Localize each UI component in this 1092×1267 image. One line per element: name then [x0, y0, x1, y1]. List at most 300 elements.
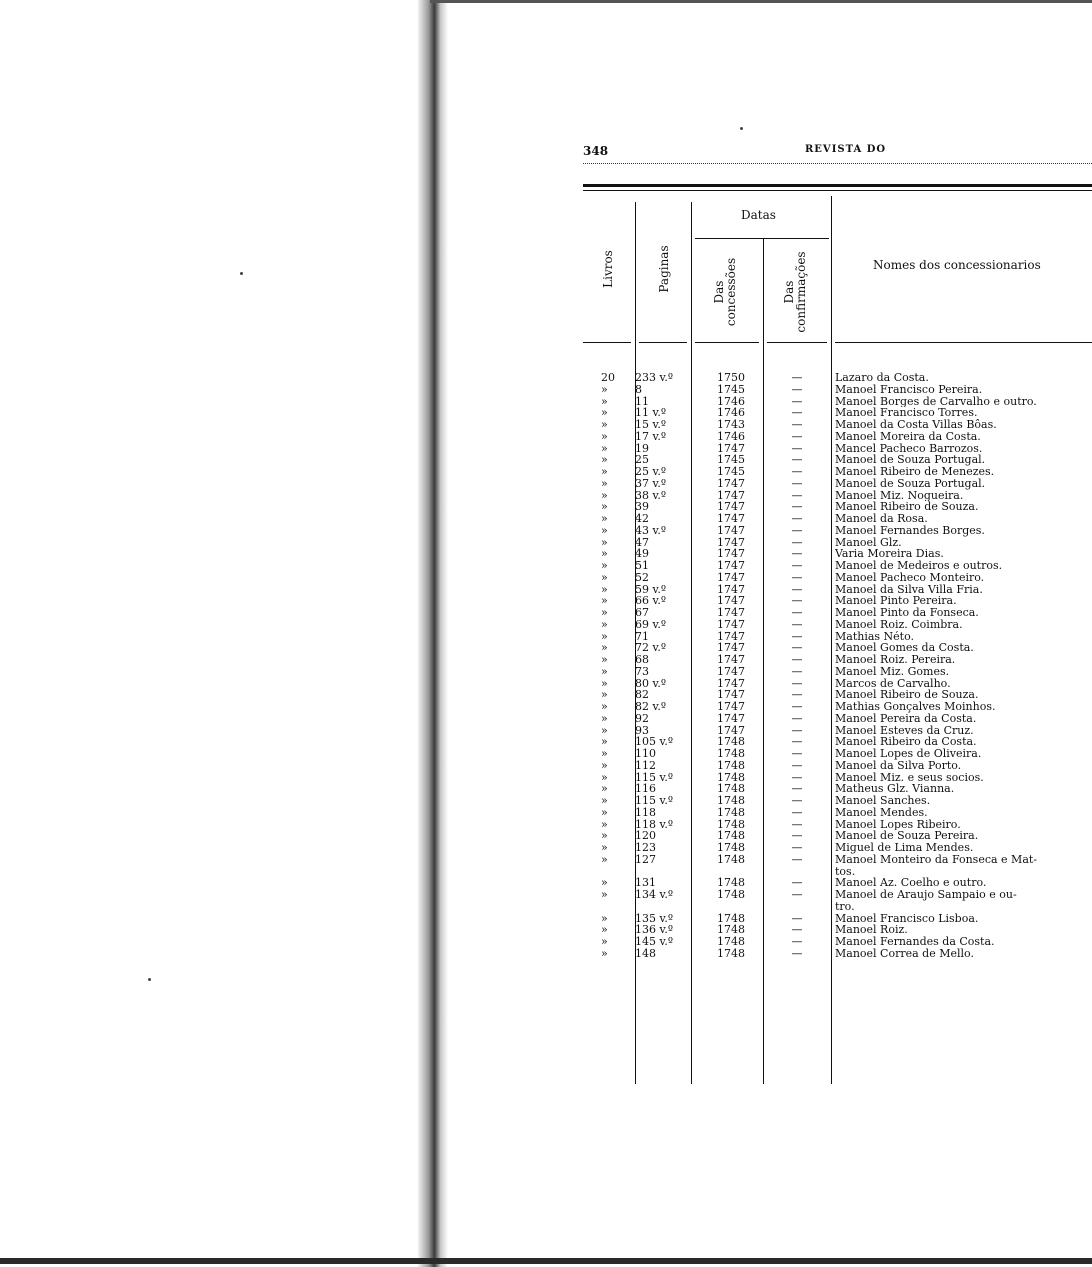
- livro-cell: »: [601, 735, 608, 749]
- header-bottom-rule: [695, 342, 759, 343]
- pagina-cell: 145 v.º: [635, 935, 674, 948]
- pagina-cell: 11: [635, 394, 649, 408]
- concessao-cell: 1746: [717, 394, 745, 408]
- concessao-cell: 1746: [717, 406, 745, 420]
- confirmacao-cell: —: [791, 512, 803, 525]
- table-row: [583, 901, 1092, 913]
- table-row: [583, 948, 1092, 960]
- header-bottom-rule: [835, 342, 1092, 343]
- livro-cell: »: [601, 406, 608, 420]
- concessao-cell: 1745: [717, 453, 745, 467]
- nome-cell: Mathias Gonçalves Moinhos.: [835, 701, 996, 713]
- confirmacao-cell: —: [791, 841, 803, 854]
- nome-cell: Manoel Roiz. Coimbra.: [835, 618, 963, 631]
- concessao-cell: 1748: [717, 782, 745, 796]
- table-row: [583, 419, 1092, 431]
- confirmacao-cell: —: [791, 723, 803, 737]
- pagina-cell: 82: [635, 688, 649, 702]
- table-row: [583, 619, 1092, 631]
- concessao-cell: 1748: [717, 888, 745, 901]
- pagina-cell: 148: [635, 946, 656, 960]
- confirmacao-cell: —: [791, 664, 803, 678]
- livro-cell: »: [601, 841, 608, 854]
- nome-cell: Manoel Glz.: [835, 536, 902, 549]
- pagina-cell: 127: [635, 852, 656, 866]
- datas-underline: [695, 238, 829, 239]
- pagina-cell: 59 v.º: [635, 582, 667, 596]
- nome-cell: Manoel Monteiro da Fonseca e Mat-: [835, 853, 1038, 866]
- concessao-cell: 1747: [717, 559, 745, 572]
- livro-cell: »: [601, 782, 608, 796]
- livro-cell: »: [601, 488, 608, 502]
- confirmacao-cell: —: [791, 758, 803, 772]
- confirmacao-cell: —: [791, 876, 803, 890]
- confirmacao-cell: —: [791, 782, 803, 796]
- livro-cell: »: [601, 688, 608, 702]
- confirmacao-cell: —: [791, 606, 803, 619]
- table-row: [583, 701, 1092, 713]
- pagina-cell: 51: [635, 559, 649, 572]
- table-row: [583, 572, 1092, 584]
- confirmacao-cell: —: [791, 794, 803, 807]
- pagina-cell: 118 v.º: [635, 817, 674, 831]
- concessao-cell: 1748: [717, 817, 745, 831]
- header-livros: Livros: [601, 250, 615, 288]
- livro-cell: »: [601, 629, 608, 643]
- nome-cell: Manoel Ribeiro de Souza.: [835, 501, 979, 513]
- nome-cell: Manoel da Costa Villas Bôas.: [835, 419, 997, 431]
- pagina-cell: 8: [635, 382, 642, 396]
- header-nomes: Nomes dos concessionarios: [873, 258, 1041, 272]
- page-header: [583, 140, 1092, 162]
- nome-cell: Manoel Ribeiro de Souza.: [835, 689, 979, 701]
- nome-cell: Manoel de Medeiros e outros.: [835, 560, 1003, 572]
- nome-cell: Mancel Pacheco Barrozos.: [835, 442, 983, 455]
- header-bottom-rule: [583, 342, 631, 343]
- concessao-cell: 1745: [717, 465, 745, 478]
- nome-cell: Manoel Fernandes da Costa.: [835, 936, 995, 948]
- pagina-cell: 123: [635, 841, 656, 854]
- nome-cell: Manoel Francisco Pereira.: [835, 383, 983, 396]
- confirmacao-cell: —: [791, 617, 803, 631]
- pagina-cell: 115 v.º: [635, 794, 674, 807]
- confirmacao-cell: —: [791, 488, 803, 502]
- confirmacao-cell: —: [791, 711, 803, 725]
- table-row: [583, 372, 1092, 384]
- dust-speck: [240, 272, 243, 275]
- confirmacao-cell: —: [791, 770, 803, 784]
- pagina-cell: 233 v.º: [635, 371, 674, 384]
- livro-cell: »: [601, 476, 608, 490]
- pagina-cell: 47: [635, 535, 649, 549]
- livro-cell: »: [601, 664, 608, 678]
- table-row: [583, 501, 1092, 513]
- livro-cell: »: [601, 606, 608, 619]
- pagina-cell: 73: [635, 664, 649, 678]
- pagina-cell: 11 v.º: [635, 406, 667, 420]
- confirmacao-cell: —: [791, 676, 803, 690]
- pagina-cell: 43 v.º: [635, 523, 667, 537]
- nome-cell: Manoel Roiz.: [835, 924, 908, 936]
- table-row: [583, 548, 1092, 560]
- page-bottom-edge: [0, 1258, 1092, 1264]
- concessao-cell: 1747: [717, 488, 745, 502]
- nome-cell: Manoel Pereira da Costa.: [835, 712, 977, 725]
- confirmacao-cell: —: [791, 700, 803, 713]
- livro-cell: »: [601, 453, 608, 467]
- concessao-cell: 1746: [717, 429, 745, 443]
- pagina-cell: 82 v.º: [635, 700, 667, 713]
- pagina-cell: 135 v.º: [635, 911, 674, 925]
- livro-cell: »: [601, 570, 608, 584]
- concessao-cell: 1748: [717, 923, 745, 937]
- concessao-cell: 1747: [717, 476, 745, 490]
- concessao-cell: 1748: [717, 829, 745, 843]
- concessao-cell: 1747: [717, 629, 745, 643]
- livro-cell: »: [601, 617, 608, 631]
- pagina-cell: 80 v.º: [635, 676, 667, 690]
- table-row: [583, 795, 1092, 807]
- pagina-cell: 25: [635, 453, 649, 467]
- confirmacao-cell: —: [791, 688, 803, 702]
- table-row: [583, 866, 1092, 878]
- page-number: 348: [583, 144, 609, 158]
- running-title: REVISTA DO: [805, 144, 887, 155]
- livro-cell: »: [601, 429, 608, 443]
- confirmacao-cell: —: [791, 570, 803, 584]
- dust-speck: [740, 127, 743, 130]
- confirmacao-cell: —: [791, 535, 803, 549]
- nome-cell: Manoel de Souza Portugal.: [835, 454, 986, 466]
- concessao-cell: 1748: [717, 911, 745, 925]
- pagina-cell: 42: [635, 512, 649, 525]
- pagina-cell: 112: [635, 758, 656, 772]
- nome-cell: Manoel Az. Coelho e outro.: [835, 877, 987, 889]
- concessao-cell: 1747: [717, 441, 745, 455]
- pagina-cell: 136 v.º: [635, 923, 674, 937]
- confirmacao-cell: —: [791, 911, 803, 925]
- pagina-cell: 17 v.º: [635, 429, 667, 443]
- concessao-cell: 1748: [717, 876, 745, 890]
- nome-cell: Manoel Gomes da Costa.: [835, 642, 974, 654]
- table-row: [583, 654, 1092, 666]
- pagina-cell: 92: [635, 711, 649, 725]
- confirmacao-cell: —: [791, 829, 803, 843]
- nome-cell: Miguel de Lima Mendes.: [835, 842, 974, 854]
- table-row: [583, 642, 1092, 654]
- nome-cell: Manoel Sanches.: [835, 795, 931, 807]
- concessao-cell: 1747: [717, 512, 745, 525]
- nome-cell: Manoel de Araujo Sampaio e ou-: [835, 889, 1017, 901]
- pagina-cell: 110: [635, 747, 656, 760]
- table-row: [583, 466, 1092, 478]
- concessao-cell: 1748: [717, 758, 745, 772]
- pagina-cell: 131: [635, 876, 656, 890]
- nome-cell: Manoel Moreira da Costa.: [835, 430, 981, 443]
- livro-cell: »: [601, 523, 608, 537]
- livro-cell: »: [601, 711, 608, 725]
- confirmacao-cell: —: [791, 582, 803, 596]
- table-row: [583, 513, 1092, 525]
- pagina-cell: 19: [635, 441, 649, 455]
- confirmacao-cell: —: [791, 594, 803, 608]
- table-row: [583, 607, 1092, 619]
- concessao-cell: 1747: [717, 641, 745, 655]
- concessao-cell: 1748: [717, 747, 745, 760]
- nome-cell: Manoel Miz. Gomes.: [835, 665, 950, 678]
- table-row: [583, 842, 1092, 854]
- nome-cell: Manoel Roiz. Pereira.: [835, 654, 956, 666]
- concessao-cell: 1747: [717, 535, 745, 549]
- nome-cell: Lazaro da Costa.: [835, 372, 929, 384]
- table-row: [583, 384, 1092, 396]
- table-row: [583, 760, 1092, 772]
- concessao-cell: 1747: [717, 547, 745, 561]
- pagina-cell: 37 v.º: [635, 476, 667, 490]
- nome-cell: Manoel Miz. e seus socios.: [835, 771, 984, 784]
- table-top-rule-thin: [583, 190, 1092, 191]
- livro-cell: 20: [601, 371, 615, 384]
- concessao-cell: 1743: [717, 418, 745, 431]
- pagina-cell: 67: [635, 606, 649, 619]
- pagina-cell: 66 v.º: [635, 594, 667, 608]
- livro-cell: »: [601, 500, 608, 514]
- table-row: [583, 772, 1092, 784]
- confirmacao-cell: —: [791, 418, 803, 431]
- table-row: [583, 854, 1092, 866]
- header-das-concessoes: Das concessões: [712, 257, 738, 327]
- livro-cell: »: [601, 535, 608, 549]
- pagina-cell: 134 v.º: [635, 888, 674, 901]
- pagina-cell: 71: [635, 629, 649, 643]
- concessao-cell: 1747: [717, 664, 745, 678]
- livro-cell: »: [601, 700, 608, 713]
- confirmacao-cell: —: [791, 523, 803, 537]
- table-row: [583, 537, 1092, 549]
- pagina-cell: 72 v.º: [635, 641, 667, 655]
- pagina-cell: 105 v.º: [635, 735, 674, 749]
- concessao-cell: 1748: [717, 946, 745, 960]
- pagina-cell: 38 v.º: [635, 488, 667, 502]
- confirmacao-cell: —: [791, 406, 803, 420]
- pagina-cell: 120: [635, 829, 656, 843]
- confirmacao-cell: —: [791, 429, 803, 443]
- concessao-cell: 1748: [717, 841, 745, 854]
- concessao-cell: 1747: [717, 570, 745, 584]
- concessao-cell: 1748: [717, 852, 745, 866]
- nome-cell: Manoel Pinto Pereira.: [835, 595, 957, 607]
- table-row: [583, 713, 1092, 725]
- concessao-cell: 1748: [717, 935, 745, 948]
- confirmacao-cell: —: [791, 852, 803, 866]
- confirmacao-cell: —: [791, 641, 803, 655]
- confirmacao-cell: —: [791, 476, 803, 490]
- livro-cell: »: [601, 829, 608, 843]
- concessao-cell: 1748: [717, 794, 745, 807]
- livro-cell: »: [601, 723, 608, 737]
- pagina-cell: 49: [635, 547, 649, 561]
- header-das-confirmacoes: Das confirmações: [782, 251, 808, 333]
- confirmacao-cell: —: [791, 547, 803, 561]
- confirmacao-cell: —: [791, 629, 803, 643]
- header-bottom-rule: [639, 342, 687, 343]
- nome-cell: Manoel Ribeiro da Costa.: [835, 736, 977, 748]
- nome-cell: Manoel da Rosa.: [835, 513, 928, 525]
- concessao-cell: 1748: [717, 770, 745, 784]
- table-row: [583, 443, 1092, 455]
- table-row: [583, 830, 1092, 842]
- confirmacao-cell: —: [791, 923, 803, 937]
- nome-cell: Manoel de Souza Pereira.: [835, 830, 979, 842]
- concessao-cell: 1747: [717, 594, 745, 608]
- nome-cell: Manoel Borges de Carvalho e outro.: [835, 395, 1037, 408]
- concessao-cell: 1747: [717, 653, 745, 666]
- concessao-cell: 1750: [717, 371, 745, 384]
- confirmacao-cell: —: [791, 935, 803, 948]
- page-top-edge: [430, 0, 1092, 3]
- livro-cell: »: [601, 888, 608, 901]
- pagina-cell: 115 v.º: [635, 770, 674, 784]
- confirmacao-cell: —: [791, 559, 803, 572]
- concessao-cell: 1747: [717, 700, 745, 713]
- livro-cell: »: [601, 418, 608, 431]
- confirmacao-cell: —: [791, 653, 803, 666]
- nome-cell: tos.: [835, 865, 856, 878]
- concessao-cell: 1747: [717, 606, 745, 619]
- nome-cell: Manoel Ribeiro de Menezes.: [835, 466, 995, 478]
- pagina-cell: 69 v.º: [635, 617, 667, 631]
- table-row: [583, 819, 1092, 831]
- livro-cell: »: [601, 946, 608, 960]
- confirmacao-cell: —: [791, 371, 803, 384]
- table-top-rule-thick: [583, 184, 1092, 187]
- livro-cell: »: [601, 805, 608, 819]
- confirmacao-cell: —: [791, 500, 803, 514]
- livro-cell: »: [601, 852, 608, 866]
- concessao-cell: 1747: [717, 582, 745, 596]
- livro-cell: »: [601, 794, 608, 807]
- livro-cell: »: [601, 911, 608, 925]
- table-row: [583, 478, 1092, 490]
- table-row: [583, 595, 1092, 607]
- concessao-cell: 1747: [717, 500, 745, 514]
- nome-cell: Manoel Lopes de Oliveira.: [835, 748, 982, 760]
- table-row: [583, 936, 1092, 948]
- confirmacao-cell: —: [791, 805, 803, 819]
- pagina-cell: 52: [635, 570, 649, 584]
- livro-cell: »: [601, 923, 608, 937]
- header-paginas: Paginas: [657, 245, 671, 293]
- livro-cell: »: [601, 653, 608, 666]
- concessao-cell: 1747: [717, 676, 745, 690]
- livro-cell: »: [601, 382, 608, 396]
- concessao-cell: 1747: [717, 617, 745, 631]
- table-row: [583, 666, 1092, 678]
- table-row: [583, 678, 1092, 690]
- nome-cell: Manoel Francisco Torres.: [835, 407, 978, 419]
- confirmacao-cell: —: [791, 747, 803, 760]
- table-row: [583, 525, 1092, 537]
- confirmacao-cell: —: [791, 441, 803, 455]
- livro-cell: »: [601, 394, 608, 408]
- pagina-cell: 25 v.º: [635, 465, 667, 478]
- nome-cell: tro.: [835, 900, 855, 913]
- nome-cell: Manoel Francisco Lisboa.: [835, 912, 979, 925]
- confirmacao-cell: —: [791, 453, 803, 467]
- livro-cell: »: [601, 817, 608, 831]
- header-datas: Datas: [741, 208, 776, 222]
- dust-speck: [148, 978, 151, 981]
- header-rule: [583, 163, 1092, 166]
- concessao-cell: 1745: [717, 382, 745, 396]
- livro-cell: »: [601, 547, 608, 561]
- confirmacao-cell: —: [791, 465, 803, 478]
- nome-cell: Manoel Mendes.: [835, 806, 928, 819]
- nome-cell: Manoel Pinto da Fonseca.: [835, 607, 979, 619]
- concessao-cell: 1747: [717, 723, 745, 737]
- livro-cell: »: [601, 676, 608, 690]
- livro-cell: »: [601, 876, 608, 890]
- nome-cell: Manoel Correa de Mello.: [835, 947, 974, 960]
- nome-cell: Marcos de Carvalho.: [835, 677, 951, 690]
- livro-cell: »: [601, 641, 608, 655]
- concessao-cell: 1747: [717, 523, 745, 537]
- concessao-cell: 1748: [717, 735, 745, 749]
- livro-cell: »: [601, 935, 608, 948]
- table-row: [583, 889, 1092, 901]
- pagina-cell: 93: [635, 723, 649, 737]
- table-row: [583, 736, 1092, 748]
- livro-cell: »: [601, 758, 608, 772]
- concessions-table: [583, 196, 1092, 1086]
- nome-cell: Mathias Néto.: [835, 630, 915, 643]
- livro-cell: »: [601, 582, 608, 596]
- confirmacao-cell: —: [791, 817, 803, 831]
- livro-cell: »: [601, 594, 608, 608]
- nome-cell: Matheus Glz. Vianna.: [835, 783, 955, 795]
- confirmacao-cell: —: [791, 382, 803, 396]
- table-row: [583, 748, 1092, 760]
- nome-cell: Varia Moreira Dias.: [835, 548, 944, 560]
- nome-cell: Manoel da Silva Villa Fria.: [835, 583, 983, 596]
- confirmacao-cell: —: [791, 735, 803, 749]
- pagina-cell: 68: [635, 653, 649, 666]
- table-row: [583, 807, 1092, 819]
- nome-cell: Manoel Pacheco Monteiro.: [835, 571, 985, 584]
- nome-cell: Manoel de Souza Portugal.: [835, 477, 986, 490]
- nome-cell: Manoel Miz. Nogueira.: [835, 489, 964, 502]
- pagina-cell: 15 v.º: [635, 418, 667, 431]
- nome-cell: Manoel Lopes Ribeiro.: [835, 818, 961, 831]
- table-row: [583, 560, 1092, 572]
- confirmacao-cell: —: [791, 946, 803, 960]
- nome-cell: Manoel Fernandes Borges.: [835, 524, 985, 537]
- concessao-cell: 1747: [717, 711, 745, 725]
- livro-cell: »: [601, 559, 608, 572]
- table-body: [583, 372, 1092, 960]
- book-spine: [418, 0, 448, 1267]
- confirmacao-cell: —: [791, 394, 803, 408]
- confirmacao-cell: —: [791, 888, 803, 901]
- table-row: [583, 490, 1092, 502]
- livro-cell: »: [601, 465, 608, 478]
- livro-cell: »: [601, 512, 608, 525]
- pagina-cell: 116: [635, 782, 656, 796]
- pagina-cell: 118: [635, 805, 656, 819]
- nome-cell: Manoel da Silva Porto.: [835, 759, 962, 772]
- livro-cell: »: [601, 747, 608, 760]
- concessao-cell: 1748: [717, 805, 745, 819]
